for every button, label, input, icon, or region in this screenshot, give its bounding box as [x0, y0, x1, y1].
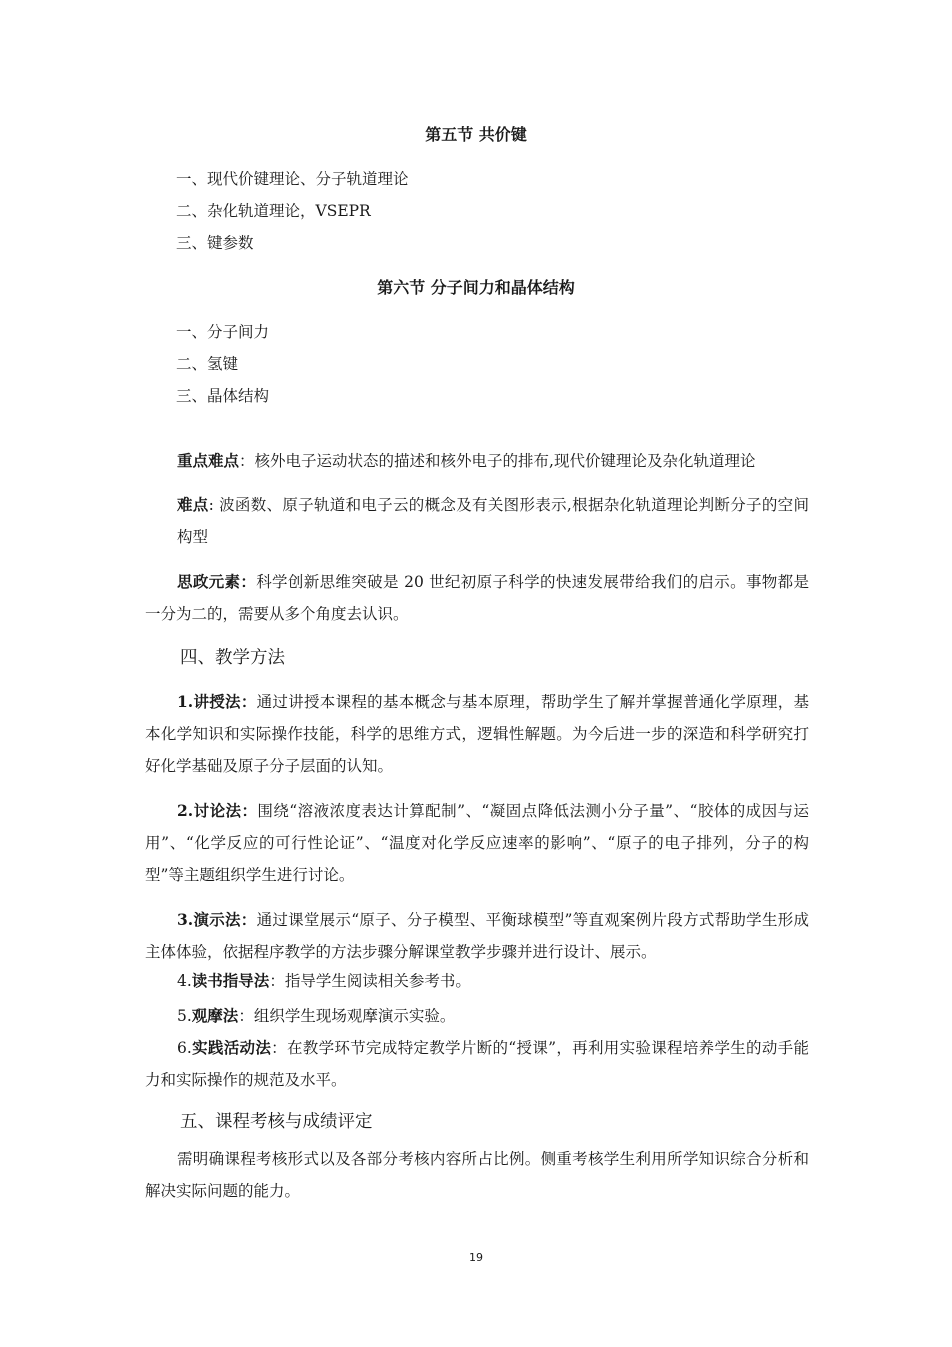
method-2-paragraph — [145, 795, 809, 891]
method-6-paragraph — [145, 1032, 809, 1096]
method-1-text: 通过讲授本课程的基本概念与基本原理，帮助学生了解并掌握普通化学原理，基本化学知识和实际操作技能，科学的思维方式，逻辑性解题。为今后进一步的深造和科学研究打好化学基础及原子分子层面的认知。 — [145, 693, 809, 775]
key-points-text: ：核外电子运动状态的描述和核外电子的排布,现代价键理论及杂化轨道理论 — [239, 452, 756, 470]
method-1-paragraph — [145, 686, 809, 782]
key-points-paragraph — [145, 445, 809, 477]
method-2-text: 围绕“溶液浓度表达计算配制”、“凝固点降低法测小分子量”、“胶体的成因与运用”、“化学反应的可行性论证”、“温度对化学反应速率的影响”、“原子的电子排列，分子的构型”等主题组织学生进行讨论。 — [145, 802, 809, 884]
section-5-item-2: 二、杂化轨道理论，VSEPR — [176, 202, 371, 220]
key-points-label: 重点难点 — [177, 451, 240, 470]
difficulties-text: : 波函数、原子轨道和电子云的概念及有关图形表示,根据杂化轨道理论判断分子的空间构型 — [177, 496, 809, 546]
method-6-number: 6. — [177, 1039, 192, 1057]
section-6-item-2: 二、氢键 — [176, 355, 239, 373]
method-3-paragraph — [145, 904, 809, 968]
section-5-item-1: 一、现代价键理论、分子轨道理论 — [176, 170, 409, 188]
method-5-paragraph — [145, 1000, 809, 1032]
difficulties-paragraph — [145, 489, 809, 553]
method-5-text: ：组织学生现场观摩演示实验。 — [238, 1007, 456, 1025]
difficulties-label: 难点 — [177, 495, 209, 514]
section-6-title: 第六节 分子间力和晶体结构 — [377, 278, 575, 297]
method-4-text: ：指导学生阅读相关参考书。 — [269, 972, 471, 990]
assessment-heading: 五、课程考核与成绩评定 — [180, 1112, 373, 1132]
ideology-text: 科学创新思维突破是 20 世纪初原子科学的快速发展带给我们的启示。事物都是一分为二的，需要从多个角度去认识。 — [145, 573, 809, 623]
section-6-item-1: 一、分子间力 — [176, 323, 270, 341]
assessment-paragraph: 需明确课程考核形式以及各部分考核内容所占比例。侧重考核学生利用所学知识综合分析和解决实际问题的能力。 — [145, 1150, 809, 1200]
method-1-label: 1.讲授法： — [177, 692, 257, 711]
page-number: 19 — [469, 1251, 483, 1264]
method-4-label: 读书指导法 — [191, 971, 270, 990]
ideology-label: 思政元素： — [177, 572, 257, 591]
teaching-methods-heading: 四、教学方法 — [180, 648, 285, 668]
ideology-paragraph — [145, 566, 809, 630]
method-4-paragraph — [145, 965, 809, 997]
method-3-label: 3.演示法： — [177, 910, 257, 929]
section-6-item-3: 三、晶体结构 — [176, 387, 270, 405]
section-5-item-3: 三、键参数 — [176, 234, 254, 252]
section-5-title: 第五节 共价键 — [425, 125, 527, 144]
method-3-text: 通过课堂展示“原子、分子模型、平衡球模型”等直观案例片段方式帮助学生形成主体体验，依据程序教学的方法步骤分解课堂教学步骤并进行设计、展示。 — [145, 911, 809, 961]
method-6-text: ：在教学环节完成特定教学片断的“授课”，再利用实验课程培养学生的动手能力和实际操作的规范及水平。 — [145, 1039, 809, 1089]
method-2-label: 2.讨论法： — [177, 801, 258, 820]
method-5-label: 观摩法 — [191, 1006, 239, 1025]
method-4-number: 4. — [177, 972, 192, 990]
method-6-label: 实践活动法 — [191, 1038, 272, 1057]
method-5-number: 5. — [177, 1007, 192, 1025]
